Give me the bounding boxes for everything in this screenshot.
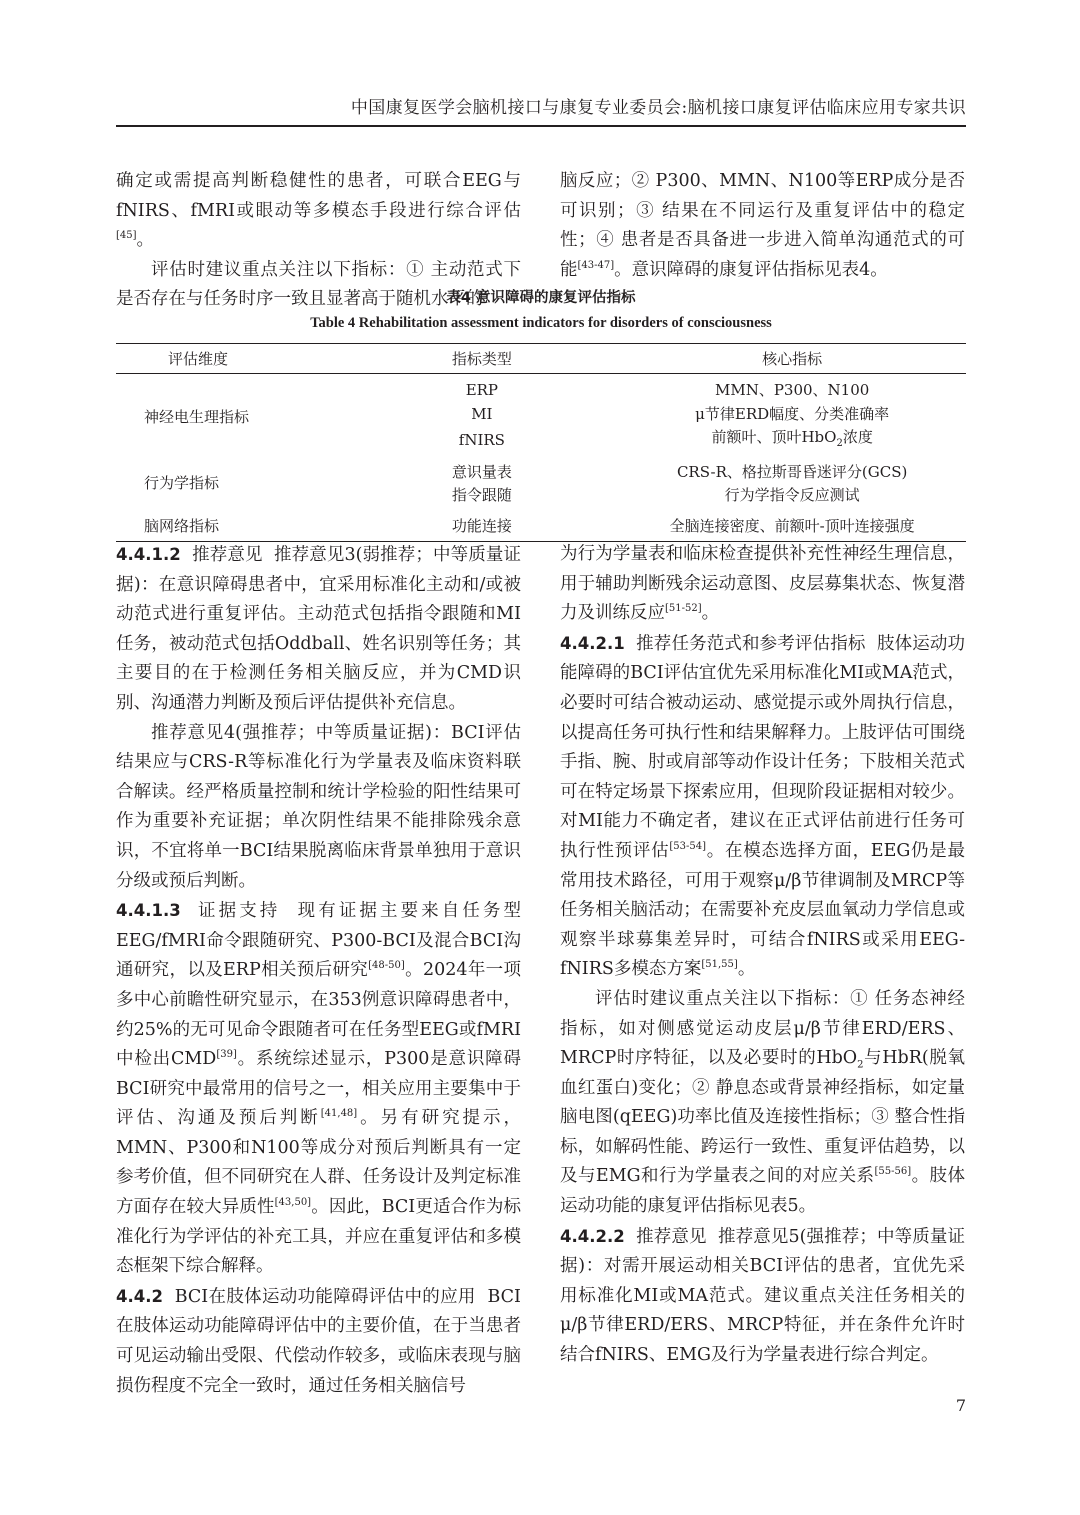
citation: [43,50] <box>274 1197 312 1209</box>
paragraph <box>560 985 965 1222</box>
paragraph-text: 。另有研究提示，MMN、P300和N100等成分对预后判断具有一定参考价值，但不同研究在人群、任务设计及判定标准方面存在较大异质性 <box>116 1108 522 1218</box>
paragraph <box>116 167 521 256</box>
table-4 <box>116 288 966 542</box>
column-header: 评估维度 <box>116 344 345 374</box>
table-cell: 脑网络指标 <box>116 508 345 542</box>
cell-text: 前额叶、顶叶HbO <box>711 428 837 446</box>
cell-text: 浓度 <box>842 428 873 446</box>
table-caption-en: Table 4 Rehabilitation assessment indicators for disorders of consciousness <box>310 315 772 331</box>
table-cell: 神经电生理指标 <box>144 407 250 426</box>
subscript: 2 <box>857 1059 864 1071</box>
paragraph <box>116 540 521 719</box>
section-title: 推荐任务范式和参考评估指标 <box>636 633 866 654</box>
table-cell <box>618 426 966 456</box>
paragraph-text: 。系统综述显示，P300是意识障碍BCI研究中最常用的信号之一，相关应用主要集中于评估、沟通及预后判断 <box>116 1049 521 1129</box>
paragraph-text: 。 <box>701 603 720 624</box>
table-cell: 指令跟随 <box>451 486 512 504</box>
citation: [45] <box>116 230 137 242</box>
section-number: 4.4.2 <box>116 1286 163 1306</box>
top-right-column <box>560 167 965 285</box>
citation: [43-47] <box>577 259 615 271</box>
paragraph-text: 肢体运动功能障碍的BCI评估宜优先采用标准化MI或MA范式，必要时可结合被动运动、感觉提示或外周执行信息，以提高任务可执行性和结果解释力。上肢评估可围绕手指、腕、肘或肩部等动作设计任务；下肢相关范式可在特定场景下探索应用，但现阶段证据相对较少。对MI能力不确定者，建议在正式评估前进行任务可执行性预评估 <box>560 633 966 861</box>
paragraph-text: 。意识障碍的康复评估指标见表4。 <box>614 259 888 280</box>
table-header-row <box>116 344 966 374</box>
table-cell: fNIRS <box>458 431 505 449</box>
page-number: 7 <box>955 1396 966 1415</box>
running-header: 中国康复医学会脑机接口与康复专业委员会:脑机接口康复评估临床应用专家共识 <box>350 98 966 118</box>
table-cell: 行为学指标 <box>144 474 220 493</box>
paragraph <box>560 629 965 985</box>
paragraph-text: 。在模态选择方面，EEG仍是最常用技术路径，可用于观察μ/β节律调制及MRCP等任务相关脑活动；在需要补充皮层血氧动力学信息或观察半球募集差异时，可结合fNIRS或采用EEG-fNIRS多模态方案 <box>560 840 966 980</box>
paragraph <box>560 167 965 285</box>
paragraph-text: 为行为学量表和临床检查提供补充性神经生理信息，用于辅助判断残余运动意图、皮层募集状态、恢复潜力及训练反应 <box>560 544 965 624</box>
table-cell: ERP <box>465 381 499 399</box>
paragraph-text: 脑反应；② P300、MMN、N100等ERP成分是否可识别；③ 结果在不同运行及重复评估中的稳定性；④ 患者是否具备进一步进入简单沟通范式的可能 <box>560 171 965 280</box>
paragraph <box>116 896 521 1282</box>
citation: [51-52] <box>665 603 702 615</box>
paragraph-text: 。2024年一项多中心前瞻性研究显示，在353例意识障碍患者中，约25%的无可见命令跟随者可在任务型EEG或fMRI中检出CMD <box>116 960 521 1070</box>
column-header: 指标类型 <box>345 344 618 374</box>
paragraph <box>560 540 965 629</box>
paragraph-text: 评估时建议重点关注以下指标：① 任务态神经指标，如对侧感觉运动皮层μ/β节律ERD/ERS、MRCP时序特征，以及必要时的HbO <box>560 988 965 1069</box>
citation: [48-50] <box>368 960 405 972</box>
citation: [55-56] <box>874 1166 912 1178</box>
paragraph-text: 确定或需提高判断稳健性的患者，可联合EEG与fNIRS、fMRI或眼动等多模态手段进行综合评估 <box>116 171 521 221</box>
paragraph-text: 推荐意见3(弱推荐；中等质量证据)：在意识障碍患者中，宜采用标准化主动和/或被动范式进行重复评估。主动范式包括指令跟随和MI任务，被动范式包括Oddball、姓名识别等任务；其主要目的在于检测任务相关脑反应，并为CMD识别、沟通潜力判断及预后评估提供补充信息。 <box>116 545 521 713</box>
paragraph-text: 。 <box>136 230 155 251</box>
header-rule <box>116 125 966 127</box>
citation: [41,48] <box>320 1108 358 1120</box>
section-number: 4.4.1.3 <box>116 901 181 921</box>
paragraph-text: BCI在肢体运动功能障碍评估中的主要价值，在于当患者可见运动输出受限、代偿动作较多，或临床表现与脑损伤程度不完全一致时，通过任务相关脑信号 <box>116 1286 521 1396</box>
table-cell: MMN、P300、N100 <box>714 381 870 399</box>
section-number: 4.4.1.2 <box>116 545 181 564</box>
section-title: 证据支持 <box>198 901 281 922</box>
paragraph: 推荐意见4(强推荐；中等质量证据)：BCI评估结果应与CRS-R等标准化行为学量表及临床资料联合解读。经严格质量控制和统计学检验的阳性结果可作为重要补充证据；单次阴性结果不能排除残余意识，不宜将单一BCI结果脱离临床背景单独用于意识分级或预后判断。 <box>116 722 521 891</box>
table-cell: MI <box>471 404 493 423</box>
table-cell: CRS-R、格拉斯哥昏迷评分(GCS) <box>676 462 908 481</box>
paragraph-text: 。因此，BCI更适合作为标准化行为学评估的补充工具，并应在重复评估和多模态框架下综合解释。 <box>116 1197 521 1277</box>
body-left-column <box>116 540 521 1401</box>
table-row <box>116 508 966 542</box>
paragraph: 评估时建议重点关注以下指标：① 主动范式下是否存在与任务时序一致且显著高于随机水平的 <box>116 259 521 310</box>
paragraph <box>116 1282 521 1401</box>
citation: [51,55] <box>701 959 738 971</box>
table-caption-zh: 表4 意识障碍的康复评估指标 <box>446 290 636 306</box>
paragraph-text: 与HbR(脱氧血红蛋白)变化；② 静息态或背景神经指标，如定量脑电图(qEEG)功率比值及连接性指标；③ 整合性指标，如解码性能、跨运行一致性、重复评估趋势，以及与EMG和行为学量表之间的对应关系 <box>560 1048 966 1187</box>
section-title: 推荐意见 <box>192 545 263 565</box>
subscript: 2 <box>836 438 843 449</box>
paragraph-text: 。肢体运动功能的康复评估指标见表5。 <box>560 1166 966 1217</box>
citation: [53-54] <box>669 841 707 853</box>
table-row <box>116 456 966 485</box>
table-cell: 功能连接 <box>345 508 618 542</box>
table-cell: μ节律ERD幅度、分类准确率 <box>695 404 890 423</box>
table-row <box>116 374 966 403</box>
paragraph <box>560 1222 965 1371</box>
section-number: 4.4.2.1 <box>560 633 625 653</box>
section-title: 推荐意见 <box>636 1226 707 1247</box>
section-title: BCI在肢体运动功能障碍评估中的应用 <box>174 1286 476 1307</box>
table-cell: 意识量表 <box>451 462 512 481</box>
citation: [39] <box>216 1049 237 1061</box>
column-header: 核心指标 <box>618 344 966 374</box>
paragraph-text: 现有证据主要来自任务型EEG/fMRI命令跟随研究、P300-BCI及混合BCI沟通研究，以及ERP相关预后研究 <box>116 901 521 981</box>
paragraph-text: 。 <box>737 959 756 980</box>
section-number: 4.4.2.2 <box>560 1226 625 1246</box>
table-cell: 行为学指令反应测试 <box>724 486 860 504</box>
table-cell: 全脑连接密度、前额叶-顶叶连接强度 <box>618 508 966 542</box>
indicator-table <box>116 343 966 542</box>
paragraph-text: 推荐意见5(强推荐；中等质量证据)：对需开展运动相关BCI评估的患者，宜优先采用标准化MI或MA范式。建议重点关注任务相关的μ/β节律ERD/ERS、MRCP特征，并在条件允许时结合fNIRS、EMG及行为学量表进行综合判定。 <box>560 1226 965 1366</box>
body-right-column <box>560 540 965 1371</box>
